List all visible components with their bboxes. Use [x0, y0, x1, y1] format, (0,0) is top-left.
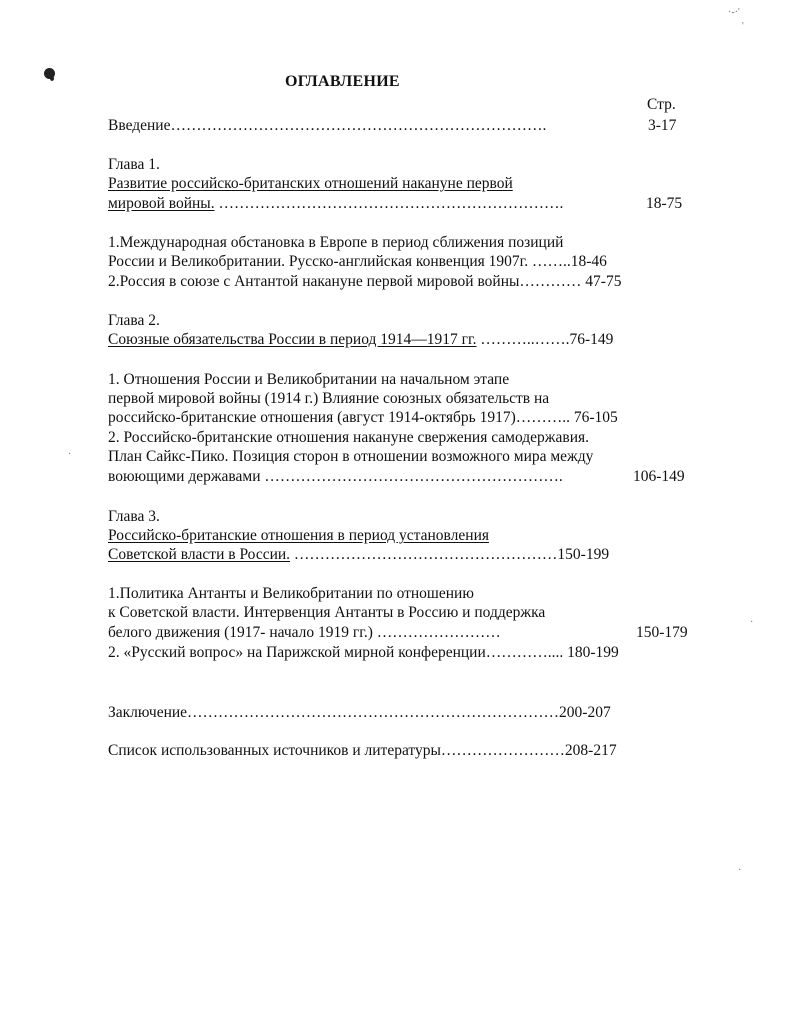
chapter-2-section-2-line-2: План Сайкс-Пико. Позиция сторон в отношении возможного мира между	[108, 448, 594, 465]
chapter-2-section-2-pages: 106-149	[633, 468, 685, 485]
chapter-3-section-2: 2. «Русский вопрос» на Парижской мирной конференции………….... 180-199	[108, 644, 619, 661]
chapter-2-section-1-line-3: российско-британские отношения (август 1914-октябрь 1917)……….. 76-105	[108, 409, 618, 426]
chapter-1-title-line-2-text: мировой войны.	[108, 195, 215, 212]
chapter-3-title-line-1: Российско-британские отношения в период установления	[108, 527, 489, 544]
chapter-3-title-line-2-text: Советской власти в России.	[108, 546, 291, 563]
chapter-3-section-1-line-3: белого движения (1917- начало 1919 гг.) ……………………	[108, 624, 501, 641]
chapter-3-section-1-line-1: 1.Политика Антанты и Великобритании по отношению	[108, 585, 474, 602]
chapter-1-section-1-line-1: 1.Международная обстановка в Европе в период сближения позиций	[108, 234, 564, 251]
toc-entry-intro-pages: 3-17	[648, 117, 677, 134]
scan-speck: ·	[750, 617, 754, 628]
chapter-1-section-1-line-2: России и Великобритании. Русско-английская конвенция 1907г. ……..18-46	[108, 253, 607, 270]
toc-entry-sources: Список использованных источников и литературы……………………208-217	[108, 742, 617, 759]
chapter-3-title-line-2	[108, 545, 609, 564]
toc-entry-intro: Введение……………………………………………………………….	[108, 117, 547, 134]
toc-title: ОГЛАВЛЕНИЕ	[285, 73, 400, 90]
toc-entry-conclusion: Заключение………………………………………………………………200-207	[108, 704, 611, 721]
chapter-2-section-1-line-2: первой мировой войны (1914 г.) Влияние союзных обязательств на	[108, 390, 550, 407]
scan-speck: ·	[738, 865, 742, 876]
chapter-2-title-line	[108, 330, 613, 349]
chapter-2-label: Глава 2.	[108, 312, 160, 329]
chapter-2-section-2-line-1: 2. Российско-британские отношения накануне свержения самодержавия.	[108, 429, 589, 446]
chapter-2-section-2-line-3: воюющими державами ………………………………………………….	[108, 468, 563, 485]
chapter-3-section-1-line-2: к Советской власти. Интервенция Антанты в Россию и поддержка	[108, 604, 546, 621]
chapter-1-label: Глава 1.	[108, 156, 160, 173]
chapter-3-section-1-pages: 150-179	[636, 624, 688, 641]
scan-speck: ·	[68, 449, 72, 460]
chapter-3-label: Глава 3.	[108, 508, 160, 525]
chapter-2-section-1-line-1: 1. Отношения России и Великобритании на начальном этапе	[108, 371, 510, 388]
chapter-2-leader-pages: ………..…….76-149	[476, 331, 614, 348]
chapter-1-title-line-1: Развитие российско-британских отношений накануне первой	[108, 175, 513, 192]
page-column-header: Стр.	[647, 96, 676, 113]
chapter-1-leader: ………………………………………………………….	[218, 195, 564, 212]
chapter-1-section-2: 2.Россия в союзе с Антантой накануне первой мировой войны………… 47-75	[108, 273, 622, 290]
chapter-2-title: Союзные обязательства России в период 1914—1917 гг.	[108, 331, 477, 348]
chapter-3-leader-pages: ……………………………………………150-199	[290, 546, 610, 563]
chapter-1-title-line-2	[108, 194, 563, 213]
chapter-1-pages: 18-75	[646, 195, 683, 212]
scan-speck: '	[742, 21, 744, 32]
scan-speck: ·-·'	[728, 7, 740, 18]
